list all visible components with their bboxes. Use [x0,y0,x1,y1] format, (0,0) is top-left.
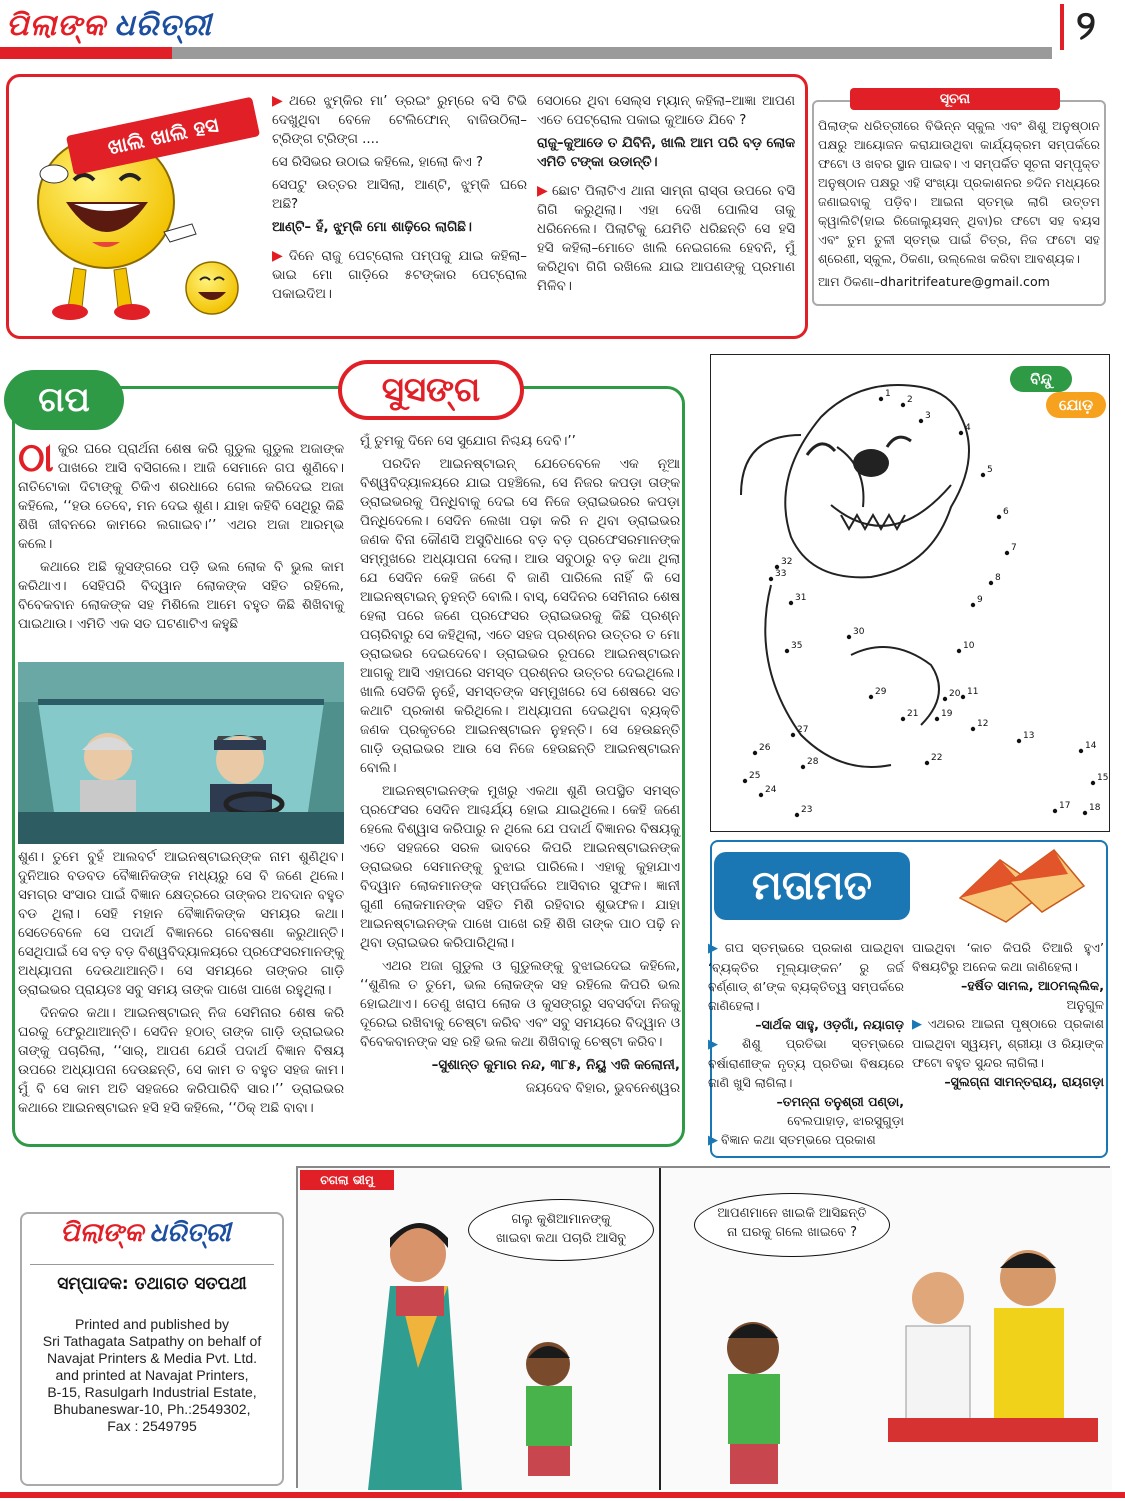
puzzle-dot-label: 3 [925,411,931,421]
letter-item: ▶ ଗପ ସ୍ତମ୍ଭରେ ପ୍ରକାଶ ପାଇଥିବା ‘ବ୍ୟକ୍ତିର ମୂଲ୍ୟାଙ୍କନ’ ରୁ ଜର୍ଜ ବର୍ଣ୍ଣାଡ୍‌ ଶ’ଙ୍କ ବ୍ୟକ୍ତିତ୍ୱ ସମ୍ପର୍କରେ ଜାଣିହେଲା। [708,940,904,1013]
letter-item: ▶ ଶିଶୁ ପ୍ରତିଭା ସ୍ତମ୍ଭରେ ବର୍ଷାରାଣୀଙ୍କ ନୃତ୍ୟ ପ୍ରତିଭା ବିଷୟରେ ଜାଣି ଖୁସି ଲାଗିଲା। [708,1036,904,1090]
bullet-arrow-icon: ▶ [708,1037,740,1052]
puzzle-dot-label: 23 [801,805,813,815]
puzzle-dot-label: 35 [791,641,803,651]
puzzle-dot-label: 10 [963,641,975,651]
puzzle-dot [989,581,993,585]
letter-item: ▶ ଏଥରର ଆଇନା ପୃଷ୍ଠାରେ ପ୍ରକାଶ ପାଇଥିବା ସ୍ୱୟମ୍‌, ଶ୍ରୀୟା ଓ ରିୟାଙ୍କ ଫଟୋ ବହୁତ ସୁନ୍ଦର ଲାଗିଲା। [912,1016,1105,1070]
puzzle-dot-label: 20 [949,689,961,699]
puzzle-dot [847,635,851,639]
joke-paragraph: ରାଜୁ–କୁଆଡେ ତ ଯିବିନି, ଖାଲି ଆମ ପରି ବଡ଼ ଲୋକ ଏମିତି ଟଙ୍କା ଉଡାନ୍ତି। [537,136,795,170]
letter-signature: –ହର୍ଷିତ ସାମଲ, ଆଠମଲ୍ଲିକ, [961,978,1104,993]
story-paragraph: ଦିନକର କଥା। ଆଇନଷ୍ଟାଇନ୍‌ ନିଜ ସେମିନାର ଶେଷ କରି ଘରକୁ ଫେରୁଥାଆନ୍ତି। ସେଦିନ ହଠାତ୍‌ ତାଙ୍କ ଗାଡ଼ି ଡ୍ରାଇଭର ତାଙ୍କୁ ପଚାରିଲା, ‘‘ସାର୍‌, ଆପଣ ଯେଉଁ ପଦାର୍ଥ ବିଜ୍ଞାନ ବିଷୟ ଉପରେ ଅଧ୍ୟାପନା ଦେଉଛନ୍ତି, ସେ କାମ ତ ବହୁତ ସହଜ କାମ। ମୁଁ ବି ସେ କାମ ଅତି ସହଜରେ କରିପାରିବି ସାର।’’ ଡ୍ରାଇଭର କଥାରେ ଆଇନଷ୍ଟାଇନ ହସି ହସି କହିଲେ, ‘‘ଠିକ୍‌ ଅଛି ବାବା। [18,1006,344,1116]
puzzle-dot [769,577,773,581]
puzzle-dot-label: 15 [1097,773,1109,783]
bullet-arrow-icon: ▶ [272,248,286,264]
imprint-divider [30,1264,274,1265]
story-paragraph: ଠାକୁର ଘରେ ପ୍ରାର୍ଥନା ଶେଷ କରି ଗୁଡୁଲ ଗୁଡୁଲ ଅଜାଙ୍କ ପାଖରେ ଆସି ବସିଗଲେ। ଆଜି ସେମାନେ ଗପ ଶୁଣିବେ। ନାତିଟୋକା ଦିଟାଙ୍କୁ ଚିକିଏ ଶରଧାରେ ଗେଲ କରିଦେଇ ଅଜା କହିଲେ, ‘‘ହଉ ତେବେ, ମନ ଦେଇ ଶୁଣ। ଯାହା କହିବି ସେଥିରୁ କିଛି ଶିଖି ଜୀବନରେ କାମରେ ଲଗାଇବ।’’ ଏଥର ଅଜା ଆରମ୍ଭ କଲେ। [18,435,344,552]
letters-column-2 [912,938,1104,1091]
puzzle-dot-label: 19 [941,709,953,719]
story-illustration [18,662,344,844]
letter-item: ପାଇଥିବା ‘କାଚ କିପରି ତିଆରି ହୁଏ’ ବିଷୟଟିରୁ ଅନେକ କଥା ଜାଣିହେଲା। [912,940,1104,974]
imprint-line: Fax : 2549795 [107,1418,197,1434]
puzzle-dot [759,793,763,797]
puzzle-dot-label: 1 [885,389,891,399]
puzzle-dot-label: 9 [977,595,983,605]
puzzle-dot-label: 6 [1003,507,1009,517]
puzzle-dot [785,649,789,653]
header-bar-grey [172,47,1052,59]
puzzle-dot [961,695,965,699]
letter-signature-address: ବେଲପାହାଡ଼, ଝାରସୁଗୁଡ଼ା [787,1113,904,1128]
imprint-text [30,1316,274,1435]
story-paragraph: ପରଦିନ ଆଇନଷ୍ଟାଇନ୍‌ ଯେତେବେଳେ ଏକ ନୂଆ ବିଶ୍ୱବିଦ୍ୟାଳୟରେ ଯାଇ ପହଞ୍ଚିଲେ, ସେ ନିଜର କପଡ଼ା ତାଙ୍କ ଡ୍ରାଇଭରକୁ ପିନ୍ଧିବାକୁ ଦେଇ ସେ ନିଜେ ଡ୍ରାଇଭରର କପଡ଼ା ପିନ୍ଧିଦେଲେ। ସେଦିନ ଲେଖା ପଢ଼ା କରି ନ ଥିବା ଡ୍ରାଇଭର ଜଣକ ବିନା କୌଣସି ଅସୁବିଧାରେ ବଡ଼ ବଡ଼ ପ୍ରଫେସରମାନଙ୍କ ସମ୍ମୁଖରେ ଅଧ୍ୟାପନା ଦେଲା। ଆଉ ସବୁଠାରୁ ବଡ଼ କଥା ଥିଲା ଯେ ସେଦିନ କେହି ଜଣେ ବି ଜାଣି ପାରିଲେ ନାହିଁ କି ସେ ଆଇନଷ୍ଟାଇନ୍‌ ନୁହନ୍ତି ବୋଲି। ବାସ୍‌, ସେଦିନର ସେମିନାର ଶେଷ ହେଲା ପରେ ଜଣେ ପ୍ରଫେସର ଡ୍ରାଇଭରକୁ କିଛି ପ୍ରଶ୍ନ ପଚାରିବାରୁ ସେ କହିଥିଲା, ଏତେ ସହଜ ପ୍ରଶ୍ନର ଉତ୍ତର ତ ମୋ ଡ୍ରାଇଭର ଦେଇଦେବେ। ଡ୍ରାଇଭର ରୂପରେ ଆଇନଷ୍ଟାଇନ ଆଗକୁ ଆସି ଏହାପରେ ସମସ୍ତ ପ୍ରଶ୍ନର ଉତ୍ତର ଦେଇଥିଲେ। ଖାଲି ସେତିକି ନୁହେଁ, ସମସ୍ତଙ୍କ ସମ୍ମୁଖରେ ସେ ଶେଷରେ ସତ କଥାଟି ପ୍ରକାଶ କରିଥିଲେ। ଅଧ୍ୟାପନା ଦେଇଥିବା ବ୍ୟକ୍ତି ଜଣକ ପ୍ରକୃତରେ ଆଇନଷ୍ଟାଇନ ନୁହନ୍ତି। ସେ ହେଉଛନ୍ତି ଗାଡ଼ି ଡ୍ରାଇଭର ଆଉ ସେ ନିଜେ ହେଉଛନ୍ତି ଆଇନଷ୍ଟାଇନ ବୋଲି। [360,457,680,776]
masthead-part1: ପିଲାଙ୍କ [6,8,107,43]
joke-paragraph: ▶ ଥରେ ଝୁମ୍‌କିର ମା’ ଡ୍ରଇଂ ରୁମ୍‌ରେ ବସି ଟିଭି ଦେଖୁଥିବା ବେଳେ ଟେଲିଫୋନ୍‌ ବାଜିଉଠିଲା– ଟ୍ରିଙ୍ଗ ଟ୍ରିଙ୍ଗ .... [272,93,527,147]
puzzle-dot [971,603,975,607]
imprint-line: Navajat Printers & Media Pvt. Ltd. [46,1350,258,1366]
masthead-part2: ଧରିତ୍ରୀ [114,8,212,43]
footer-bar [0,1492,1125,1498]
bullet-arrow-icon: ▶ [912,1017,925,1032]
speech-bubble-line: ଗଲୁ କୁଶିଆମାନଙ୍କୁ [511,1212,611,1227]
puzzle-dot [791,733,795,737]
notice-title: ସୂଚନା [850,88,1060,110]
imprint-logo-part1: ପିଲାଙ୍କ [60,1218,144,1248]
story-paragraph: ଆଇନଷ୍ଟାଇନଙ୍କ ମୁଖରୁ ଏକଥା ଶୁଣି ଉପସ୍ଥିତ ସମସ୍ତ ପ୍ରଫେସର ସେଦିନ ଆଶ୍ଚର୍ଯ୍ୟ ହୋଇ ଯାଇଥିଲେ। କେହି ଜଣେ ହେଲେ ବିଶ୍ୱାସ କରିପାରୁ ନ ଥିଲେ ଯେ ପଦାର୍ଥ ବିଜ୍ଞାନର ବିଷୟକୁ ଏତେ ସହଜରେ ସରଳ ଭାବରେ କିପରି ଆଇନଷ୍ଟାଇନଙ୍କ ଡ୍ରାଇଭର ସେମାନଙ୍କୁ ବୁଝାଇ ପାରିଲେ। ଏହାକୁ କୁହାଯାଏ ବିଦ୍ୱାନ ଲୋକମାନଙ୍କ ସମ୍ପର୍କରେ ଆସିବାର ସୁଫଳ। ଜ୍ଞାନୀ ଗୁଣୀ ଲୋକମାନଙ୍କ ସହିତ ମିଶି ରହିବାର ଶୁଭଫଳ। ଯାହା ଆଇନଷ୍ଟାଇନଙ୍କ ପାଖେ ପାଖେ ରହି ଶିଖି ତାଙ୍କ ପାଠ ପଢ଼ି ନ ଥିବା ଡ୍ରାଇଭର କରିପାରିଥିଲା। [360,784,680,951]
dot-puzzle-drawing [711,355,1111,833]
letters-column-1 [708,938,904,1150]
puzzle-dot-label: 14 [1085,741,1097,751]
imprint-line: Sri Tathagata Satpathy on behalf of [42,1333,262,1349]
page-number-rule [1060,4,1064,50]
puzzle-dot-label: 28 [807,757,819,767]
puzzle-dot-label: 17 [1059,801,1071,811]
story-dropcap: ଠା [18,435,54,481]
puzzle-dot-label: 18 [1089,803,1101,813]
imprint-line: B-15, Rasulgarh Industrial Estate, [47,1384,257,1400]
joke-paragraph: ସେପଟୁ ଉତ୍ତର ଆସିଲା, ଆଣ୍ଟି, ଝୁମ୍‌କି ଘରେ ଅଛି? [272,178,527,212]
bullet-arrow-icon: ▶ [272,93,287,109]
notice-paragraph: ପିଲାଙ୍କ ଧରିତ୍ରୀରେ ବିଭିନ୍ନ ସ୍କୁଲ ଏବଂ ଶିଶୁ ଅନୁଷ୍ଠାନ ପକ୍ଷରୁ ଆୟୋଜନ କରାଯାଉଥିବା କାର୍ଯ୍ୟକ୍ରମ ସମ୍ପର୍କରେ ଫଟୋ ଓ ଖବର ସ୍ଥାନ ପାଇବ। ଏ ସମ୍ପର୍କିତ ସୂଚନା ସମ୍ପୃକ୍ତ ଅନୁଷ୍ଠାନ ପକ୍ଷରୁ ଏହି ସଂଖ୍ୟା ପ୍ରକାଶନର ୭ଦିନ ମଧ୍ୟରେ ଜଣାଇବାକୁ ପଡ଼ିବ। ଆଇନା ସ୍ତମ୍ଭ ଲାଗି ଉତ୍ତମ କ୍ୱାଲିଟି(ହାଇ ରିଜୋଲ୍ୟୁସନ୍‌ ଥିବା)ର ଫଟୋ ସହ ବୟସ ଏବଂ ତୁମ ତୁଳୀ ସ୍ତମ୍ଭ ପାଇଁ ଚିତ୍ର, ନିଜ ଫଟୋ ସହ ଶ୍ରେଣୀ, ସ୍କୁଲ, ଠିକଣା, ଉଲ୍ଲେଖ କରିବା ଆବଶ୍ୟକ। [818,118,1100,266]
speech-bubble-line: ଆପଣମାନେ ଖାଇକି ଆସିଛନ୍ତି [717,1206,867,1221]
puzzle-dot-label: 24 [765,785,777,795]
puzzle-dot [1053,809,1057,813]
letter-signature: –ତମନ୍ନା ତନୁଶ୍ରୀ ପଣ୍ଡା, [776,1094,904,1109]
puzzle-dot-label: 11 [967,687,979,697]
puzzle-dot-label: 30 [853,627,865,637]
story-section-badge: ଗପ [4,370,124,430]
puzzle-dot [789,601,793,605]
puzzle-dot [935,717,939,721]
joke-paragraph: ▶ ଦିନେ ରାଜୁ ପେଟ୍ରୋଲ ପମ୍ପକୁ ଯାଇ କହିଲା– ଭାଇ ମୋ ଗାଡ଼ିରେ ୫ଟଙ୍କାର ପେଟ୍ରୋଲ ପକାଇଦିଅ। [272,248,527,302]
puzzle-dot [901,403,905,407]
bullet-arrow-icon: ▶ [708,1133,718,1148]
jokes-ribbon: ଖାଲି ଖାଲି ହସ [66,97,260,176]
puzzle-dot-label: 33 [775,569,787,579]
story-title: ସୁସଙ୍ଗ [338,360,524,420]
masthead-logo [6,8,212,43]
notice-email: ଆମ ଠିକଣା–dharitrifeature@gmail.com [818,274,1050,289]
puzzle-dot [1079,749,1083,753]
imprint-line: Printed and published by [74,1316,230,1332]
joke-paragraph: ଆଣ୍ଟି– ହଁ, ଝୁମ୍‌କି ମୋ ଶାଢ଼ିରେ ଲାଗିଛି। [272,220,472,235]
bullet-arrow-icon: ▶ [537,183,549,199]
story-column-2 [360,432,680,1102]
puzzle-dot [801,765,805,769]
story-author-address: ଜୟଦେବ ବିହାର, ଭୁବନେଶ୍ୱର [525,1081,680,1096]
speech-bubble-2 [694,1193,890,1257]
letter-item: ▶ ବିଜ୍ଞାନ କଥା ସ୍ତମ୍ଭରେ ପ୍ରକାଶ [708,1132,876,1148]
notice-body [818,116,1100,295]
puzzle-dot [795,813,799,817]
imprint-line: and printed at Navajat Printers, [55,1367,249,1383]
puzzle-dot [971,727,975,731]
story-paragraph: କଥାରେ ଅଛି କୁସଙ୍ଗରେ ପଡ଼ି ଭଲ ଲୋକ ବି ଭୁଲ କାମ କରିଥାଏ। ସେହିପରି ବିଦ୍ୱାନ ଲୋକଙ୍କ ସହିତ ରହିଲେ, ବିବେକବାନ ଲୋକଙ୍କ ସହ ମିଶିଲେ ଆମେ ବହୁତ କିଛି ଶିଖିବାକୁ ପାଇଥାଉ। ଏମିତି ଏକ ସତ ଘଟଣାଟିଏ କହୁଛି [18,560,344,632]
envelopes-illustration [950,842,1090,928]
puzzle-dot-label: 31 [795,593,807,603]
puzzle-dot [943,697,947,701]
comic-title: ଚଗଲା ଭୀମୁ [300,1170,394,1190]
puzzle-dot-label: 4 [965,423,971,433]
letter-signature-address: ଅନୁଗୁଳ [1066,997,1104,1012]
puzzle-dot [957,649,961,653]
puzzle-dot-label: 5 [987,465,993,475]
page-number: ୨ [1076,2,1096,49]
dot-puzzle-badge-part2: ଯୋଡ଼ [1046,392,1106,418]
letter-signature: –ସାର୍ଥକ ସାହୁ, ଓଡ଼ଗାଁ, ନୟାଗଡ଼ [755,1017,904,1032]
puzzle-dot [981,473,985,477]
joke-paragraph: ସେ ରିସିଭର ଉଠାଇ କହିଲେ, ହାଲୋ କିଏ ? [272,155,484,170]
story-paragraph: ଶୁଣ। ତୁମେ ବୁହଁ ଆଲବର୍ଟ ଆଇନଷ୍ଟାଇନ୍‌ଙ୍କ ନାମ ଶୁଣିଥିବ। ଦୁନିଆର ବଡବଡ ବୈଜ୍ଞାନିକଙ୍କ ମଧ୍ୟରୁ ସେ ବି ଜଣେ ଥିଲେ। ସମଗ୍ର ସଂସାର ପାଇଁ ବିଜ୍ଞାନ କ୍ଷେତ୍ରରେ ତାଙ୍କର ଅବଦାନ ବହୁତ ବଡ ଥିଲା। ସେହି ମହାନ ବୈଜ୍ଞାନିକଙ୍କ ସମୟର କଥା। ସେତେବେଳେ ସେ ପଦାର୍ଥ ବିଜ୍ଞାନରେ ଗବେଷଣା କରୁଥାନ୍ତି। ସେଥିପାଇଁ ସେ ବଡ଼ ବଡ଼ ବିଶ୍ୱବିଦ୍ୟାଳୟରେ ପ୍ରଫେସରମାନଙ୍କୁ ଅଧ୍ୟାପନା ଦେଉଥାଆନ୍ତି। ସେ ସମୟରେ ତାଙ୍କର ଗାଡ଼ି ଡ୍ରାଇଭର ପ୍ରାୟତଃ ସବୁ ସମୟ ତାଙ୍କ ପାଖେ ପାଖେ ରହୁଥିଲା। [18,850,344,998]
header-bar-red [0,47,172,59]
car-driver-illustration [18,662,344,844]
speech-bubble-line: ଖାଇବା କଥା ପଚାରି ଆସିବୁ [496,1231,626,1246]
speech-bubble-1 [468,1199,654,1261]
bullet-arrow-icon: ▶ [708,941,722,956]
puzzle-dot-label: 12 [977,719,989,729]
puzzle-dot [743,779,747,783]
story-column-1-bottom [18,848,344,1122]
puzzle-dot [879,397,883,401]
puzzle-dot-label: 25 [749,771,761,781]
puzzle-dot [901,717,905,721]
joke-paragraph: ▶ ଛୋଟ ପିଲାଟିଏ ଥାନା ସାମ୍ନା ରାସ୍ତା ଉପରେ ବସି ଗିଗି କରୁଥିଲା। ଏହା ଦେଖି ପୋଲିସ ତାକୁ ଧରିନେଲେ। ପିଲାଟିକୁ ଯେମିତି ଧରିଛନ୍ତି ସେ ହସି ହସି କହିଲା–ମୋତେ ଖାଲି ନେଇଗଲେ ହେବନି, ମୁଁ କରିଥିବା ଗିଗି ରଖିଲେ ଯାଇ ଆପଣଙ୍କୁ ପ୍ରମାଣ ମିଳିବ। [537,183,795,294]
letter-signature: –ସୁଲଗ୍ନା ସାମନ୍ତରାୟ, ରାୟଗଡ଼ା [944,1074,1104,1089]
story-paragraph: ଏଥର ଅଜା ଗୁଡୁଲ ଓ ଗୁଡୁଲଙ୍କୁ ବୁଝାଇଦେଇ କହିଲେ, ‘‘ଶୁଣିଲ ତ ତୁମେ, ଭଲ ଲୋକଙ୍କ ସହ ରହିଲେ କିପରି ଭଲ ହୋଇଥାଏ। ତେଣୁ ଖରାପ ଲୋକ ଓ କୁସଙ୍ଗରୁ ସବସର୍ବଦା ନିଜକୁ ଦୂରେଇ ରଖିବାକୁ ଚେଷ୍ଟା କରିବ ଏବଂ ସବୁ ସମୟରେ ବିଦ୍ୱାନ ଓ ବିବେକବାନଙ୍କ ସହ ରହି ଭଲ କଥା ଶିଖିବାକୁ ଚେଷ୍ଟା କରିବ। [360,959,680,1050]
puzzle-dot [869,695,873,699]
speech-bubble-line: ନା ଘରକୁ ଗଲେ ଖାଇବେ ? [726,1225,858,1240]
puzzle-dot-label: 32 [781,557,793,567]
imprint-editor: ସମ୍ପାଦକ: ତଥାଗତ ସତପଥୀ [57,1274,247,1294]
story-paragraph: ମୁଁ ତୁମକୁ ଦିନେ ସେ ସୁଯୋଗ ନିଶ୍ଚୟ ଦେବି।’’ [360,434,576,449]
puzzle-dot [997,515,1001,519]
puzzle-dot [1005,551,1009,555]
puzzle-dot [1017,739,1021,743]
puzzle-dot [1091,781,1095,785]
puzzle-dot [925,761,929,765]
puzzle-dot-label: 8 [995,573,1001,583]
story-column-1-top [18,435,344,638]
jokes-column-2 [537,92,795,300]
puzzle-dot-label: 13 [1023,731,1035,741]
dot-puzzle-box [710,354,1110,832]
imprint-logo-part2: ଧରିତ୍ରୀ [149,1218,231,1248]
letters-title: ମତାମତ [714,852,910,920]
puzzle-dot [1083,811,1087,815]
puzzle-dot [753,751,757,755]
puzzle-dot-label: 26 [759,743,771,753]
puzzle-dot [919,419,923,423]
puzzle-dot-label: 21 [907,709,919,719]
jokes-column-1 [272,92,527,308]
puzzle-dot-label: 29 [875,687,887,697]
puzzle-dot-label: 2 [907,395,913,405]
dot-puzzle-badge-part1: ବିନ୍ଦୁ [1010,366,1072,392]
puzzle-dot-label: 22 [931,753,943,763]
story-author: –ସୁଶାନ୍ତ କୁମାର ନନ୍ଦ, ୩୮୫, ନିୟୁ ଏଜି କଲୋନୀ, [431,1058,680,1073]
puzzle-dot [959,431,963,435]
imprint-logo [60,1218,231,1249]
puzzle-dot-label: 27 [797,725,809,735]
joke-paragraph: ସେଠାରେ ଥିବା ସେଲ୍‌ସ ମ୍ୟାନ୍‌ କହିଲା–ଆଜ୍ଞା ଆପଣ ଏତେ ପେଟ୍ରୋଲ ପକାଇ କୁଆଡେ ଯିବେ ? [537,94,795,128]
puzzle-dot-label: 7 [1011,543,1017,553]
imprint-line: Bhubaneswar-10, Ph.:2549302, [53,1401,251,1417]
